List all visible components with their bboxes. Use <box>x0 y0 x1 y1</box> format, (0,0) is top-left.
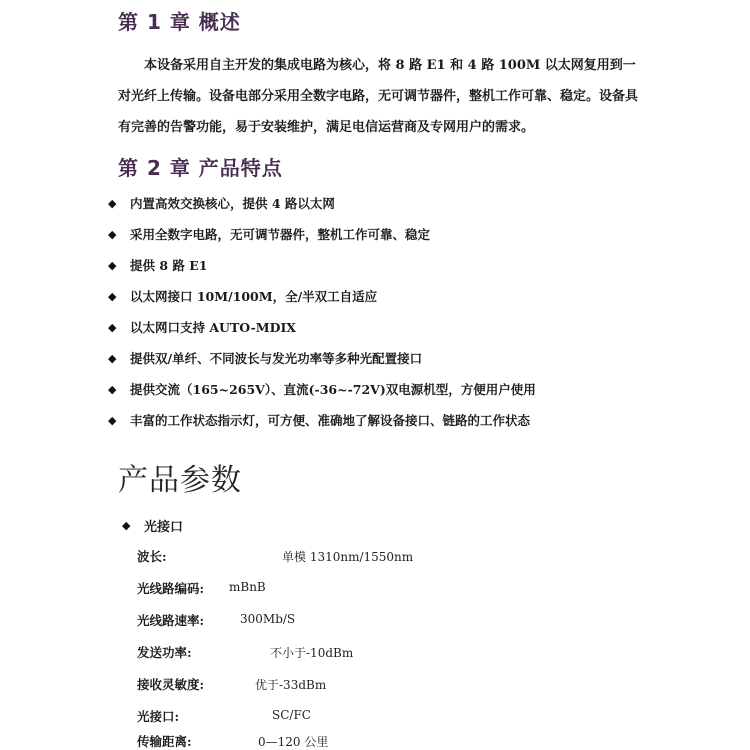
feature-item <box>108 349 422 367</box>
param-label-line-rate: 光线路速率: <box>137 613 205 628</box>
diamond-bullet-icon: ◆ <box>108 351 117 365</box>
chapter1-paragraph: 本设备采用自主开发的集成电路为核心，将 8 路 E1 和 4 路 100M 以太网复用到一对光纤上传输。设备电部分采用全数字电路，无可调节器件，整机工作可靠、稳定。设备具有完善的告警功能，易于安装维护，满足电信运营商及专网用户的需求。 <box>118 58 639 135</box>
param-label-line-code: 光线路编码: <box>137 581 205 596</box>
diamond-bullet-icon: ◆ <box>108 289 117 303</box>
feature-text: 丰富的工作状态指示灯，可方便、准确地了解设备接口、链路的工作状态 <box>130 413 531 428</box>
feature-text: 提供交流（165~265V）、直流(-36~-72V)双电源机型，方便用户使用 <box>130 382 536 397</box>
feature-item <box>108 287 377 305</box>
feature-text: 以太网口支持 AUTO-MDIX <box>130 320 297 335</box>
param-value-wavelength: 单模 1310nm/1550nm <box>282 550 414 564</box>
feature-item <box>108 380 536 398</box>
param-label-rx-sensitivity: 接收灵敏度: <box>137 677 205 692</box>
feature-item <box>108 318 296 336</box>
feature-text: 内置高效交换核心，提供 4 路以太网 <box>130 196 335 211</box>
param-value-tx-power: 不小于-10dBm <box>270 646 354 660</box>
param-value-distance: 0—120 公里 <box>258 735 329 749</box>
diamond-bullet-icon: ◆ <box>108 413 117 427</box>
param-value-line-rate: 300Mb/S <box>240 612 296 626</box>
diamond-bullet-icon: ◆ <box>108 320 117 334</box>
param-value-line-code: mBnB <box>229 580 266 594</box>
diamond-bullet-icon: ◆ <box>108 227 117 241</box>
diamond-bullet-icon: ◆ <box>122 519 131 532</box>
feature-item <box>108 225 430 243</box>
diamond-bullet-icon: ◆ <box>108 258 117 272</box>
feature-text: 提供双/单纤、不同波长与发光功率等多种光配置接口 <box>130 351 423 366</box>
param-label-tx-power: 发送功率: <box>137 645 192 660</box>
param-value-optical-port: SC/FC <box>272 708 311 722</box>
feature-item <box>108 256 207 274</box>
param-value-rx-sensitivity: 优于-33dBm <box>255 678 327 692</box>
chapter2-title: 第 2 章 产品特点 <box>118 156 283 180</box>
feature-text: 采用全数字电路，无可调节器件，整机工作可靠、稳定 <box>130 227 431 242</box>
feature-item <box>108 194 335 212</box>
param-label-optical-port: 光接口: <box>137 709 180 724</box>
chapter1-title: 第 1 章 概述 <box>118 10 241 34</box>
param-label-distance: 传输距离: <box>137 734 192 749</box>
feature-text: 提供 8 路 E1 <box>130 258 208 273</box>
diamond-bullet-icon: ◆ <box>108 196 117 210</box>
param-label-wavelength: 波长: <box>137 549 167 564</box>
params-title: 产品参数 <box>118 463 242 498</box>
feature-text: 以太网接口 10M/100M，全/半双工自适应 <box>130 289 378 304</box>
feature-item <box>108 411 530 429</box>
diamond-bullet-icon: ◆ <box>108 382 117 396</box>
optical-interface-title: 光接口 <box>144 520 184 535</box>
optical-interface-heading <box>122 516 183 535</box>
